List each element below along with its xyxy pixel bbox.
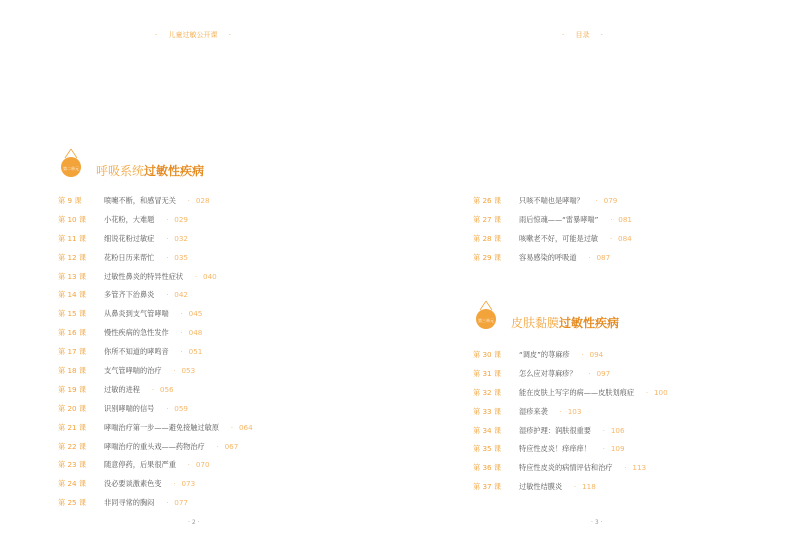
unit-title [511,314,619,331]
lesson-number: 第 23 课 [58,460,87,470]
lesson-number: 第 14 课 [58,290,87,300]
lesson-number: 第 37 课 [473,482,502,492]
lesson-page: 106 [610,425,625,435]
lesson-number: 第 36 课 [473,463,502,473]
lesson-number: 第 34 课 [473,425,502,435]
lesson-number: 第 31 课 [473,368,502,378]
leader-dot: · [610,216,613,224]
lesson-title: 没必要谈激素色变 [104,479,162,489]
lesson-page: 070 [195,460,210,470]
lesson-title: 过敏性结膜炎 [519,482,563,492]
lesson-page: 059 [174,403,188,413]
ornament-dot: · [228,31,231,39]
lesson-title: 你所不知道的哮鸣音 [104,347,169,357]
lesson-number: 第 18 课 [58,366,87,376]
unit-badge-label: 第二单元 [63,166,79,171]
unit-title-plain: 皮肤黏膜 [511,316,560,330]
toc-entry [58,324,253,343]
unit-title-highlight: 过敏性疾病 [559,316,620,330]
section-title: 目录 [575,31,590,39]
lesson-page: 029 [174,214,188,224]
lesson-page: 040 [203,271,217,281]
toc-entry [58,286,253,305]
toc-entry [58,268,253,287]
lesson-title: 雨后惊魂——“雷暴哮喘” [519,214,599,224]
lesson-title: 喷嚏不断，和感冒无关 [104,196,176,205]
toc-entry [58,475,253,494]
toc-entry [473,422,668,441]
toc-entry [473,249,632,268]
leader-dot: · [173,368,176,376]
lesson-title: 小花粉，大难题 [104,214,155,224]
toc-entry [473,384,668,403]
lesson-page: 051 [188,347,203,357]
lesson-page: 118 [582,482,596,492]
lesson-title: 怎么应对荨麻疹？ [519,368,577,378]
lesson-title: 多管齐下治鼻炎 [104,290,155,300]
toc-entry [473,211,632,230]
leader-dot: · [216,443,219,451]
unit-badge-label: 第三单元 [478,318,494,323]
toc-entry [58,494,253,513]
lesson-page: 064 [238,422,253,432]
leader-dot: · [166,235,169,243]
lesson-title: 从鼻炎到支气管哮喘 [104,309,169,319]
toc-entry [58,230,253,249]
toc-entry [58,305,253,324]
leader-dot: · [595,198,598,205]
page-number: · 2 · [188,519,200,526]
leader-dot: · [624,465,627,473]
lesson-title: 支气管哮喘的治疗 [104,366,162,376]
lesson-number: 第 27 课 [473,214,502,224]
leader-dot: · [646,389,648,397]
toc-entry [473,478,668,497]
lesson-number: 第 16 课 [58,328,87,338]
leader-dot: · [588,254,591,262]
lesson-list [58,192,253,513]
lesson-page: 109 [610,444,625,454]
lesson-number: 第 25 课 [58,498,87,508]
running-head [146,30,240,40]
leader-dot: · [166,292,169,300]
unit-badge-icon [58,148,84,178]
lesson-title: “调皮”的荨麻疹 [519,350,570,359]
toc-entry [58,400,253,419]
lesson-page: 067 [224,441,239,451]
toc-entry [473,365,668,384]
lesson-number: 第 29 课 [473,252,502,262]
lesson-number: 第 24 课 [58,479,87,489]
lesson-list [473,346,668,497]
toc-entry [58,249,253,268]
lesson-page: 048 [188,328,203,338]
leader-dot: · [195,273,197,281]
book-title: 儿童过敏公开课 [168,31,218,39]
toc-entry [473,230,632,249]
lesson-list [473,192,632,268]
lesson-page: 094 [589,350,604,359]
lesson-number: 第 26 课 [473,196,502,205]
lesson-number: 第 21 课 [58,422,87,432]
lesson-title: 花粉日历来帮忙 [104,252,155,262]
ornament-dot: · [562,31,565,39]
ornament-dot: · [600,31,603,39]
lesson-title: 湿疹来袭 [519,406,548,416]
leader-dot: · [588,370,591,378]
lesson-number: 第 9 课 [58,196,82,205]
right-page [395,0,790,550]
leader-dot: · [574,484,577,492]
lesson-title: 细说花粉过敏症 [104,233,155,243]
leader-dot: · [180,349,183,357]
lesson-page: 035 [174,252,188,262]
lesson-page: 032 [174,233,188,243]
lesson-number: 第 11 课 [58,233,87,243]
lesson-number: 第 13 课 [58,271,87,281]
lesson-page: 042 [174,290,188,300]
toc-entry [473,192,632,211]
lesson-number: 第 17 课 [58,347,87,357]
lesson-title: 哮喘治疗第一步——避免接触过敏原 [104,422,220,432]
toc-entry [58,438,253,457]
toc-entry [58,192,253,211]
lesson-title: 容易感染的呼吸道 [519,252,577,262]
lesson-title: 非同寻常的胸闷 [104,498,155,508]
leader-dot: · [187,198,190,205]
leader-dot: · [180,311,183,319]
running-head [553,30,612,40]
leader-dot: · [610,235,612,243]
leader-dot: · [166,405,169,413]
lesson-number: 第 20 课 [58,403,87,413]
leader-dot: · [166,500,169,508]
leader-dot: · [602,446,605,454]
leader-dot: · [173,481,176,489]
lesson-number: 第 12 课 [58,252,87,262]
lesson-title: 哮喘治疗的重头戏——药物治疗 [104,441,205,451]
toc-entry [473,346,668,365]
lesson-number: 第 28 课 [473,233,502,243]
lesson-title: 能在皮肤上写字的病——皮肤划痕症 [519,387,635,397]
lesson-page: 087 [596,252,611,262]
lesson-title: 咳嗽老不好，可能是过敏 [519,233,599,243]
lesson-page: 056 [159,384,174,394]
lesson-page: 079 [603,196,618,205]
lesson-number: 第 35 课 [473,444,502,454]
leader-dot: · [187,462,190,470]
leader-dot: · [180,330,183,338]
leader-dot: · [151,386,154,394]
lesson-number: 第 33 课 [473,406,502,416]
lesson-page: 113 [632,463,647,473]
unit-title [96,162,204,179]
toc-entry [473,440,668,459]
leader-dot: · [166,254,169,262]
ornament-dot: · [155,31,158,39]
lesson-title: 特应性皮炎的病情评估和治疗 [519,463,613,473]
toc-entry [58,362,253,381]
lesson-page: 097 [596,368,611,378]
lesson-title: 随意停药，后果很严重 [104,460,176,470]
lesson-page: 077 [174,498,188,508]
lesson-title: 特应性皮炎！痒痒痒！ [519,444,591,454]
toc-entry [473,403,668,422]
lesson-page: 053 [181,366,196,376]
lesson-number: 第 30 课 [473,350,502,359]
lesson-title: 慢性疾病的急性发作 [104,328,169,338]
leader-dot: · [559,408,562,416]
lesson-page: 084 [618,233,632,243]
toc-entry [58,211,253,230]
toc-entry [58,381,253,400]
toc-entry [473,459,668,478]
unit-badge [473,300,499,330]
lesson-page: 028 [195,196,210,205]
leader-dot: · [581,352,584,359]
toc-entry [58,343,253,362]
lesson-page: 045 [188,309,203,319]
unit-title-highlight: 过敏性疾病 [144,164,205,178]
lesson-page: 081 [618,214,632,224]
leader-dot: · [602,427,605,435]
lesson-title: 识别哮喘的信号 [104,403,155,413]
lesson-number: 第 22 课 [58,441,87,451]
toc-entry [58,419,253,438]
lesson-page: 103 [567,406,582,416]
lesson-number: 第 15 课 [58,309,87,319]
lesson-page: 073 [181,479,196,489]
lesson-title: 过敏性鼻炎的特异性症状 [104,271,184,281]
leader-dot: · [231,424,233,432]
lesson-title: 只咳不喘也是哮喘？ [519,196,584,205]
unit-badge-icon [473,300,499,330]
lesson-title: 湿疹护理：润肤很重要 [519,425,591,435]
lesson-title: 过敏的进程 [104,384,140,394]
lesson-page: 100 [653,387,668,397]
lesson-number: 第 19 课 [58,384,87,394]
unit-badge [58,148,84,178]
page-number: · 3 · [591,519,603,526]
lesson-number: 第 32 课 [473,387,502,397]
toc-entry [58,456,253,475]
leader-dot: · [166,216,169,224]
unit-title-plain: 呼吸系统 [96,164,145,178]
lesson-number: 第 10 课 [58,214,87,224]
